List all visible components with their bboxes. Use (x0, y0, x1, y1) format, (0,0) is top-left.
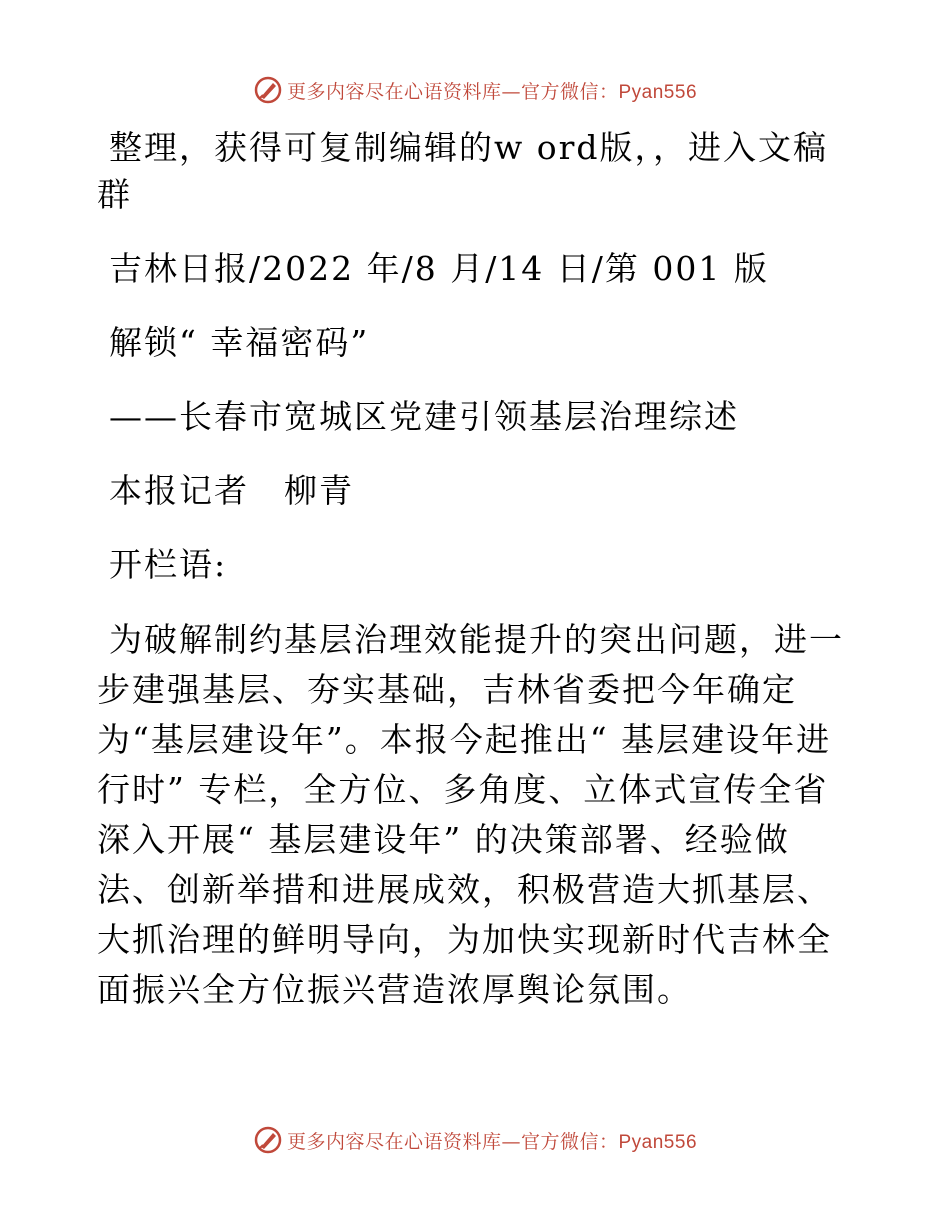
footer-banner-text: 更多内容尽在心语资料库—官方微信：Pyan556 (286, 1130, 698, 1153)
header-banner-account: Pyan556 (618, 81, 698, 103)
header-banner-text: 更多内容尽在心语资料库—官方微信：Pyan556 (286, 80, 698, 103)
body-paragraph: 为破解制约基层治理效能提升的突出问题，进一步建强基层、夯实基础，吉林省委把今年确定为“基层建设年”。本报今起推出“ 基层建设年进行时” 专栏，全方位、多角度、立体式宣传全省深入开展“ 基层建设年” 的决策部署、经验做法、创新举措和进展成效，积极营造大抓基层、大抓治理的鲜明导向，为加快实现新时代吉林全面振兴全方位振兴营造浓厚舆论氛围。 (97, 620, 844, 1009)
source-line: 吉林日报/2022 年/8 月/14 日/第 001 版 (109, 249, 769, 288)
byline: 本报记者 柳青 (109, 471, 354, 510)
column-label: 开栏语: (109, 545, 228, 584)
subheadline: ——长春市宽城区党建引领基层治理综述 (109, 397, 739, 436)
headline: 解锁“ 幸福密码” (109, 323, 370, 362)
header-watermark-banner (0, 70, 950, 110)
document-body (97, 124, 857, 1015)
quill-logo-icon (253, 1125, 283, 1155)
intro-note: 整理，获得可复制编辑的w ord版，，进入文稿群 (97, 128, 829, 214)
footer-banner-account: Pyan556 (618, 1131, 698, 1153)
quill-logo-icon (253, 75, 283, 105)
footer-watermark-banner (0, 1120, 950, 1160)
